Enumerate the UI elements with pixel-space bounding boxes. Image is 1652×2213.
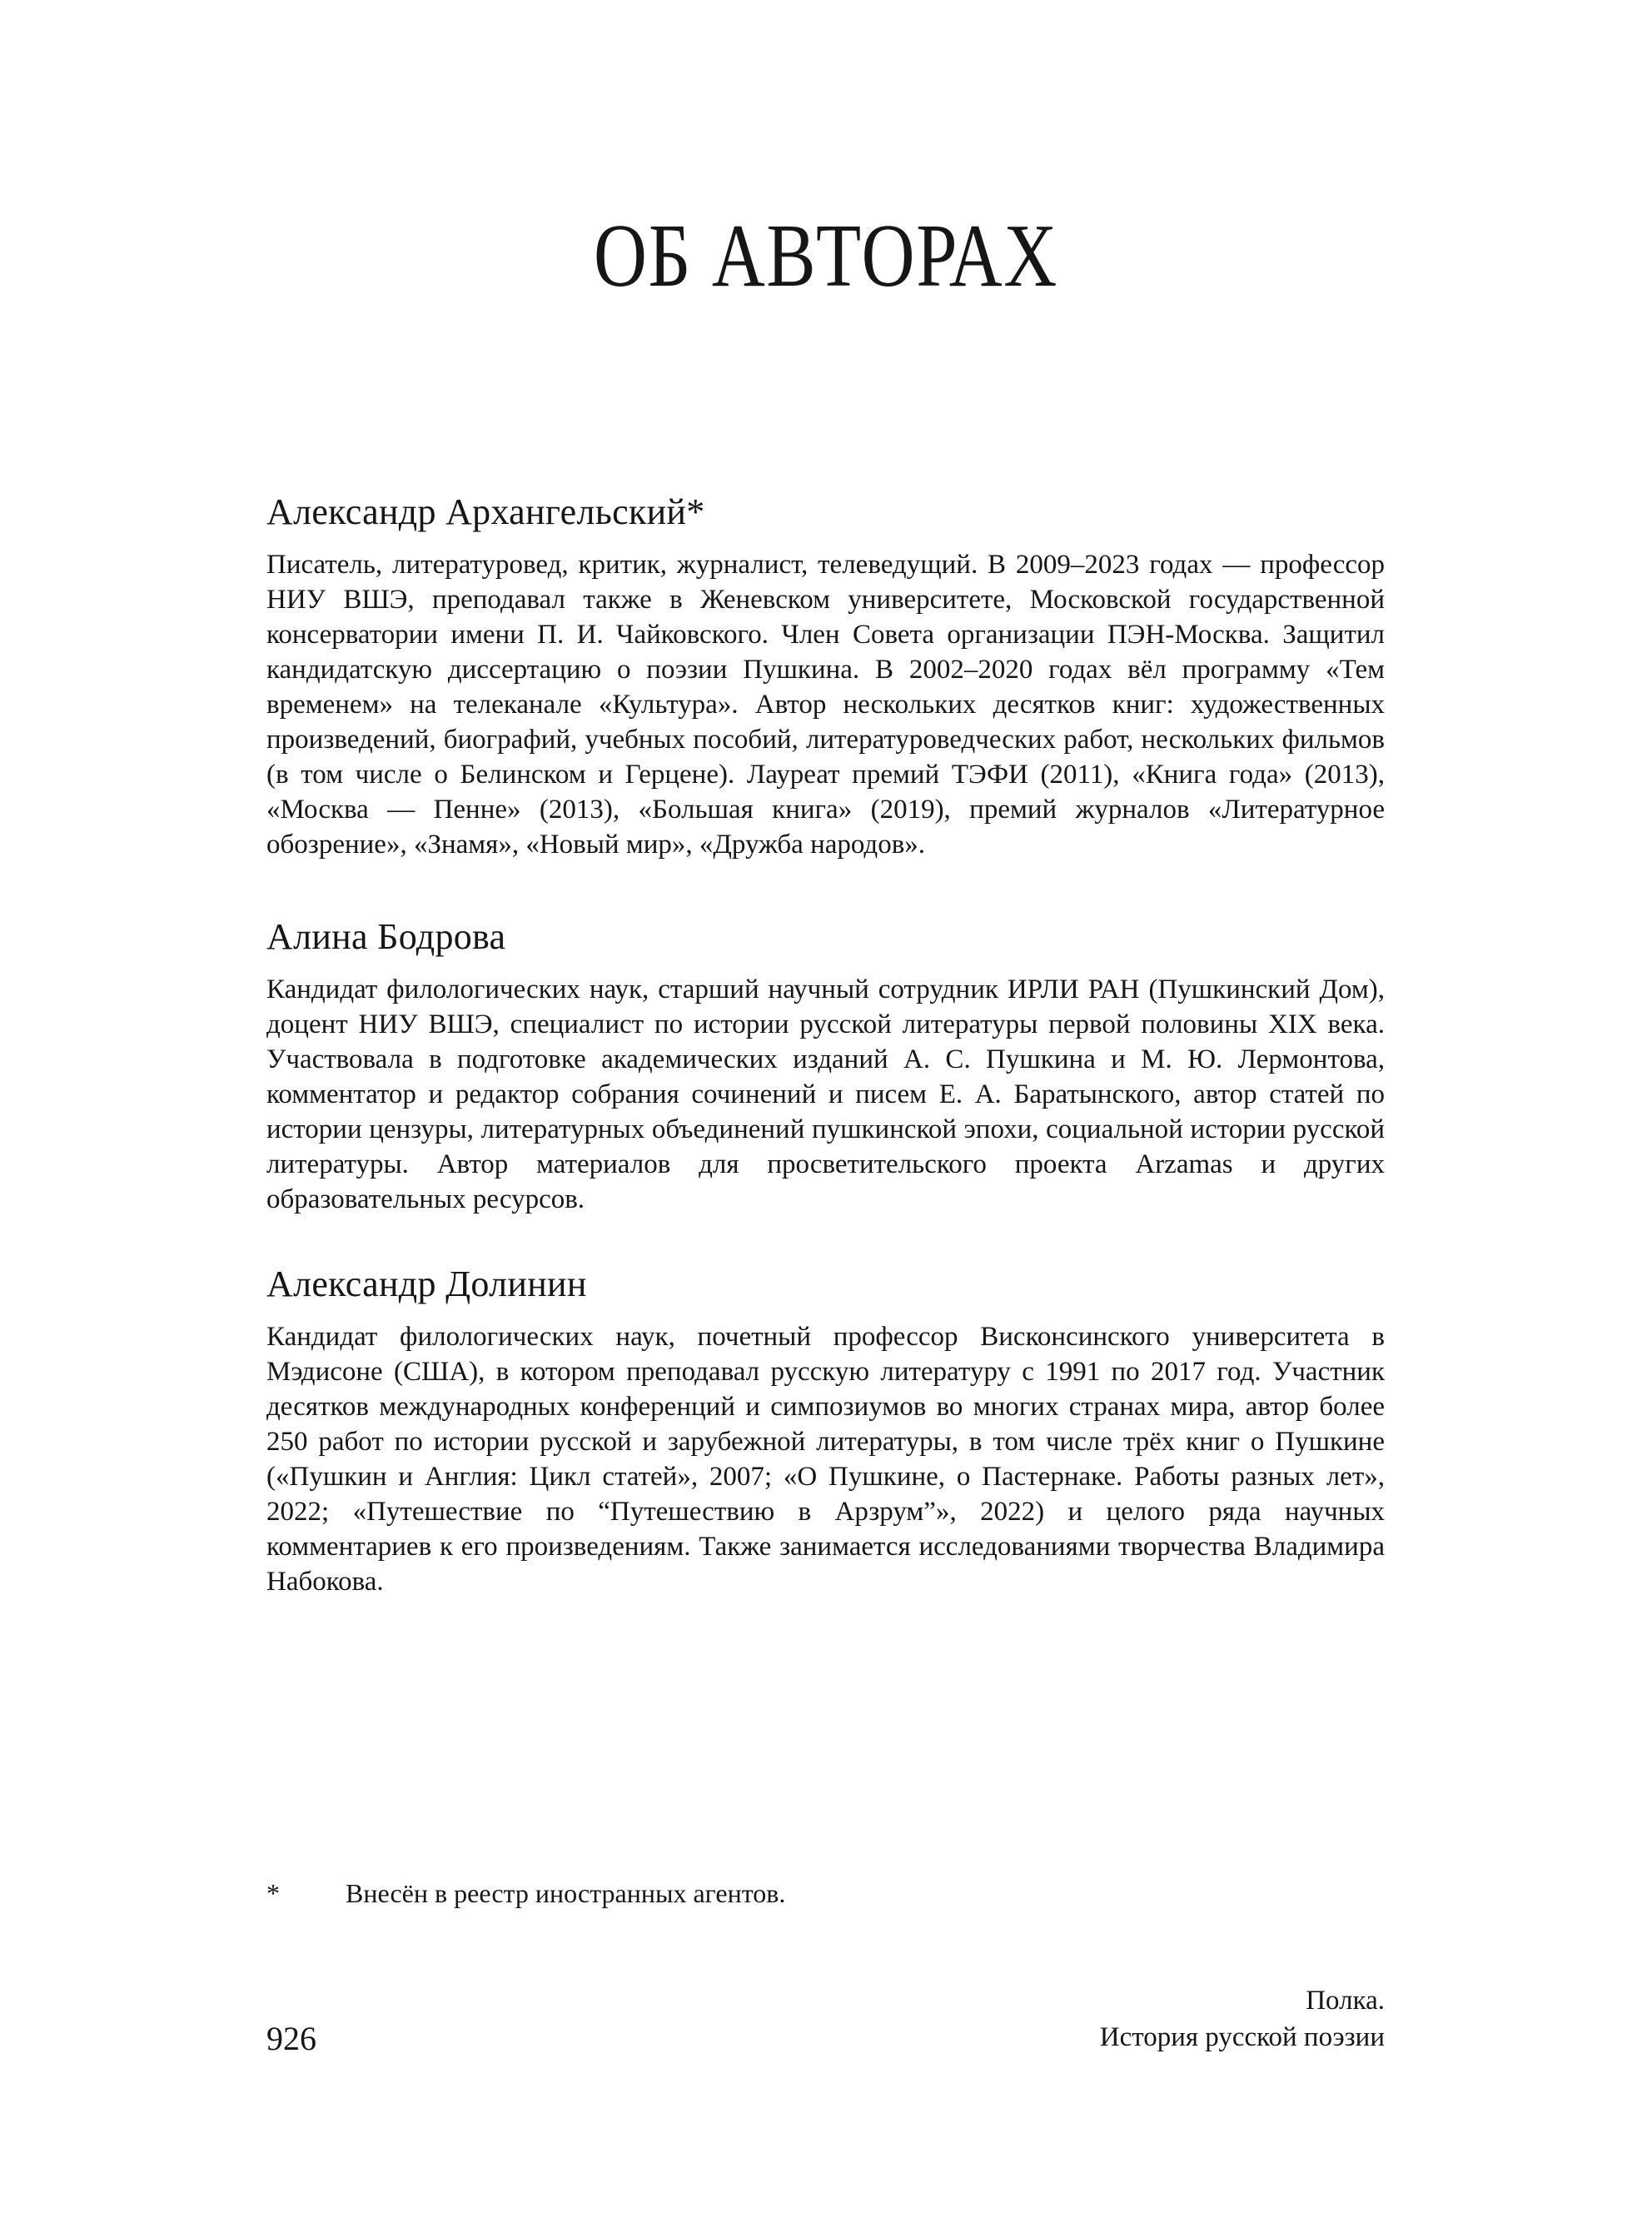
footnote-marker: * — [266, 1878, 280, 1908]
author-bio: Писатель, литературовед, критик, журналист, телеведущий. В 2009–2023 годах — профессор НИУ ВШЭ, преподавал также в Женевском университете, Московской государственной консерватории имени П. И. Чайковского. Член Совета организации ПЭН-Москва. Защитил кандидатскую диссертацию о поэзии Пушкина. В 2002–2020 годах вёл программу «Тем временем» на телеканале «Культура». Автор нескольких десятков книг: художественных произведений, биографий, учебных пособий, литературоведческих работ, нескольких фильмов (в том числе о Белинском и Герцене). Лауреат премий ТЭФИ (2011), «Книга года» (2013), «Москва — Пенне» (2013), «Большая книга» (2019), премий журналов «Литературное обозрение», «Знамя», «Новый мир», «Дружба народов». — [266, 550, 1385, 860]
author-section — [266, 915, 1385, 1217]
footnote — [266, 1877, 1385, 1910]
page-number: 926 — [266, 2020, 316, 2057]
author-name: Александр Архангельский* — [266, 491, 705, 532]
author-name: Александр Долинин — [266, 1264, 587, 1304]
author-section — [266, 1262, 1385, 1599]
author-bio: Кандидат филологических наук, старший научный сотрудник ИРЛИ РАН (Пушкинский Дом), доцент НИУ ВШЭ, специалист по истории русской литературы первой половины XIX века. Участвовала в подготовке академических изданий А. С. Пушкина и М. Ю. Лермонтова, комментатор и редактор собрания сочинений и писем Е. А. Баратынского, автор статей по истории цензуры, литературных объединений пушкинской эпохи, социальной истории русской литературы. Автор материалов для просветительского проекта Arzamas и других образовательных ресурсов. — [266, 974, 1385, 1214]
author-name: Алина Бодрова — [266, 916, 506, 957]
author-bio: Кандидат филологических наук, почетный профессор Висконсинского университета в Мэдисоне (США), в котором преподавал русскую литературу с 1991 по 2017 год. Участник десятков международных конференций и симпозиумов во многих странах мира, автор более 250 работ по истории русской и зарубежной литературы, в том числе трёх книг о Пушкине («Пушкин и Англия: Цикл статей», 2007; «О Пушкине, о Пастернаке. Работы разных лет», 2022; «Путешествие по “Путешествию в Арзрум”», 2022) и целого ряда научных комментариев к его произведениям. Также занимается исследованиями творчества Владимира Набокова. — [266, 1322, 1385, 1597]
footnote-text: Внесён в реестр иностранных агентов. — [346, 1878, 786, 1908]
running-title-line2: История русской поэзии — [1099, 2022, 1385, 2052]
author-section — [266, 490, 1385, 862]
page-title: ОБ АВТОРАХ — [594, 207, 1058, 307]
running-title-line1: Полка. — [1306, 1986, 1385, 2016]
running-title — [1100, 1982, 1385, 2056]
